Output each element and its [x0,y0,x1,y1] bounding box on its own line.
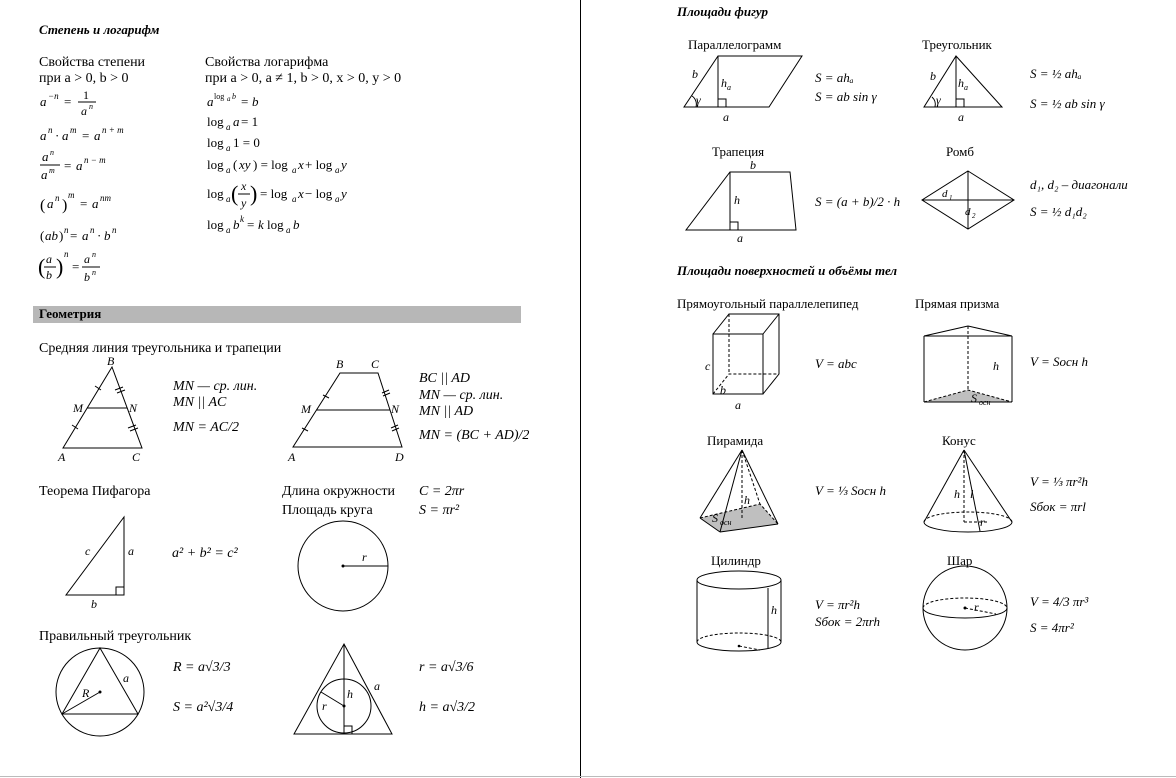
svg-text:D: D [395,450,404,464]
svg-text:m: m [49,166,55,175]
svg-text:log: log [207,135,224,150]
svg-text:c: c [85,544,91,558]
svg-text:b: b [692,67,698,81]
rhombus-figure [918,168,1018,228]
cone-title: Конус [942,433,976,448]
pyramid-figure [696,448,786,538]
svg-text:b: b [750,158,756,172]
svg-text:M: M [73,401,83,415]
svg-text:A: A [58,450,66,464]
geometry-title: Геометрия [39,306,102,321]
svg-text:log: log [207,157,224,172]
svg-text:− log: − log [305,186,333,201]
svg-text:c: c [705,359,711,373]
svg-text:a: a [42,149,49,164]
prism-figure [918,314,1018,409]
svg-text:k: k [258,217,264,232]
svg-text:осн: осн [979,398,991,407]
circle-area-label: Площадь круга [282,503,373,518]
svg-text:a: a [226,194,231,204]
regular-triangle-S: S = a²√3/4 [173,700,234,715]
svg-text:a: a [226,122,231,132]
svg-text:h: h [744,493,750,507]
svg-text:n: n [92,268,96,277]
prism-title: Прямая призма [915,296,1000,311]
svg-text:a: a [94,128,101,143]
svg-text:h: h [954,487,960,501]
svg-text:n: n [55,193,60,203]
circle-area-formula: S = πr² [419,503,460,518]
svg-text:a: a [47,196,54,211]
rhombus-f1: d₁, d₂ – диагонали [1030,177,1128,192]
trapezoid-f1: S = (a + b)/2 · h [815,194,901,209]
svg-text:C: C [371,357,380,371]
svg-text:γ: γ [696,93,701,107]
cylinder-f1: V = πr²h [815,597,860,612]
svg-text:a: a [335,194,340,204]
midline-title: Средняя линия треугольника и трапеции [39,341,282,356]
cone-f2: Sбок = πrl [1030,499,1086,514]
svg-text:+ log: + log [305,157,333,172]
svg-text:a: a [123,671,129,685]
svg-text:xy: xy [239,157,251,172]
svg-text:d: d [965,206,971,218]
svg-text:y: y [341,157,347,172]
rhombus-title: Ромб [946,144,974,159]
svg-text:x: x [298,186,304,201]
svg-text:b: b [233,217,240,232]
svg-text:a: a [207,94,214,109]
svg-text:= log: = log [260,186,288,201]
svg-text:a: a [92,196,99,211]
log-props-title: Свойства логарифма [205,55,329,70]
midline-trap-f1: BC || AD [419,371,470,386]
svg-text:h: h [958,76,964,90]
inscribed-circle-figure [288,640,398,740]
svg-text:γ: γ [936,93,941,107]
circumscribed-circle-figure [55,645,155,740]
svg-text:nm: nm [100,193,111,203]
svg-text:a: a [128,544,134,558]
svg-text:log: log [207,186,224,201]
svg-text:a: a [226,143,231,153]
svg-text:·: · [97,228,102,243]
svg-text:l: l [970,487,974,501]
svg-text:n: n [64,249,69,259]
svg-text:a: a [964,83,968,92]
svg-text:h: h [993,359,999,373]
svg-text:k: k [240,214,244,224]
midline-trap-f4: MN = (BC + AD)/2 [419,428,530,443]
svg-text:N: N [129,401,138,415]
svg-text:r: r [974,600,979,614]
svg-text:a: a [727,83,731,92]
svg-text:m: m [70,125,77,135]
svg-text:a: a [735,398,741,412]
svg-text:a: a [82,228,89,243]
circle-length-formula: C = 2πr [419,484,465,499]
svg-text:b: b [293,217,300,232]
svg-text:r: r [322,699,327,713]
svg-text:r: r [980,515,985,529]
svg-text:B: B [107,354,115,368]
svg-text:b: b [720,383,726,397]
svg-text:n: n [90,225,95,235]
triangle-f2: S = ½ ab sin γ [1030,96,1105,111]
areas-title: Площади фигур [677,4,768,19]
svg-text:=: = [247,217,255,232]
svg-text:b: b [104,228,111,243]
svg-text:b: b [232,92,236,101]
midline-tri-f1: MN — ср. лин. [173,379,258,394]
midline-triangle-figure [55,355,165,465]
svg-text:): ) [62,197,68,214]
midline-trap-f2: MN — ср. лин. [419,388,504,403]
prism-f1: V = Sосн h [1030,354,1088,369]
svg-text:1: 1 [83,88,89,102]
svg-text:M: M [301,402,311,416]
power-formulas [38,88,188,288]
svg-text:n: n [64,225,69,235]
power-props-title: Свойства степени [39,55,146,70]
pythagoras-formula: a² + b² = c² [172,546,238,561]
svg-text:осн: осн [720,518,732,527]
svg-text:a: a [233,114,240,129]
svg-text:a: a [374,679,380,693]
svg-text:b: b [252,94,259,109]
log-formulas [205,88,405,238]
svg-text:=: = [64,94,72,109]
triangle-title: Треугольник [922,37,992,52]
svg-text:−n: −n [48,91,59,101]
parallelogram-figure [680,54,810,124]
svg-text:(: ( [233,157,238,172]
parallelogram-f1: S = ahₐ [815,70,854,85]
svg-text:(: ( [40,197,46,214]
svg-text:R: R [82,686,90,700]
svg-text:): ) [56,254,64,279]
regular-triangle-R: R = a√3/3 [173,660,231,675]
cylinder-f2: Sбок = 2πrh [815,614,881,629]
svg-text:n + m: n + m [102,125,124,135]
svg-text:S: S [712,511,718,525]
triangle-figure [920,54,1020,124]
svg-text:a: a [292,194,297,204]
page-bottom-line [0,776,1176,777]
svg-text:a: a [737,231,743,245]
svg-text:1 = 0: 1 = 0 [233,135,260,150]
svg-text:b: b [930,69,936,83]
svg-text:x: x [241,179,247,193]
svg-text:h: h [771,603,777,617]
svg-text:): ) [59,228,64,243]
svg-text:N: N [391,402,400,416]
svg-text:h: h [734,193,740,207]
svg-text:r: r [362,550,367,564]
geometry-section-bar [33,306,521,323]
midline-trap-f3: MN || AD [419,404,474,419]
sphere-f1: V = 4/3 πr³ [1030,594,1089,609]
svg-text:a: a [723,110,729,124]
pyramid-f1: V = ⅓ Sосн h [815,483,886,498]
svg-text:a: a [81,104,87,118]
cone-f1: V = ⅓ πr²h [1030,474,1088,489]
rhombus-f2: S = ½ d₁d₂ [1030,204,1087,219]
svg-text:y: y [241,196,247,210]
svg-text:A: A [288,450,296,464]
svg-text:S: S [971,391,977,405]
pyramid-title: Пирамида [707,433,764,448]
circle-figure [296,520,396,620]
pythagoras-title: Теорема Пифагора [39,484,151,499]
solids-title: Площади поверхностей и объёмы тел [677,263,898,278]
cylinder-title: Цилиндр [711,553,761,568]
svg-text:x: x [298,157,304,172]
regular-triangle-r: r = a√3/6 [419,660,474,675]
svg-text:h: h [347,687,353,701]
svg-text:n: n [50,148,54,157]
power-log-title: Степень и логарифм [39,22,160,37]
svg-text:a: a [46,252,52,266]
svg-text:=: = [64,158,72,173]
regular-triangle-title: Правильный треугольник [39,629,192,644]
svg-text:b: b [84,270,90,284]
svg-text:B: B [336,357,344,371]
svg-text:n: n [48,125,53,135]
page-divider [580,0,581,778]
svg-text:log: log [267,217,284,232]
circle-length-label: Длина окружности [282,484,396,499]
svg-text:): ) [250,181,258,206]
svg-text:2: 2 [972,212,976,220]
svg-text:y: y [341,186,347,201]
svg-text:a: a [40,94,47,109]
trapezoid-title: Трапеция [712,144,765,159]
sphere-figure [918,568,1018,653]
svg-text:a: a [286,225,291,235]
triangle-f1: S = ½ ahₐ [1030,66,1082,81]
svg-text:ab: ab [45,228,58,243]
box-figure [702,310,782,410]
cone-figure [918,448,1018,538]
box-title: Прямоугольный параллелепипед [677,296,859,311]
svg-text:n: n [92,250,96,259]
svg-text:a: a [40,128,47,143]
svg-text:=: = [241,94,249,109]
svg-text:(: ( [231,181,239,206]
svg-text:b: b [91,597,97,611]
svg-text:a: a [62,128,69,143]
svg-text:=: = [82,128,90,143]
midline-trapezoid-figure [285,355,415,465]
svg-text:a: a [226,165,231,175]
svg-text:C: C [132,450,141,464]
sphere-title: Шар [947,553,973,568]
power-props-condition: при a > 0, b > 0 [39,71,129,86]
box-f1: V = abc [815,356,857,371]
svg-text:log: log [207,114,224,129]
svg-text:n: n [89,102,93,111]
svg-text:d: d [942,188,948,200]
sphere-f2: S = 4πr² [1030,620,1074,635]
svg-text:m: m [68,190,75,200]
svg-text:=: = [80,196,88,211]
svg-text:a: a [292,165,297,175]
regular-triangle-h: h = a√3/2 [419,700,476,715]
svg-text:1: 1 [949,194,953,202]
svg-text:) = log: ) = log [253,157,288,172]
svg-text:=: = [70,228,78,243]
svg-text:log: log [214,92,225,101]
svg-text:(: ( [40,228,45,243]
parallelogram-f2: S = ab sin γ [815,89,877,104]
svg-text:h: h [721,76,727,90]
log-props-condition: при a > 0, a ≠ 1, b > 0, x > 0, y > 0 [205,71,402,86]
svg-text:n − m: n − m [84,155,106,165]
pythagoras-figure [60,512,150,612]
svg-text:a: a [958,110,964,124]
svg-text:a: a [227,95,231,103]
svg-text:log: log [207,217,224,232]
svg-text:a: a [226,225,231,235]
svg-text:(: ( [38,254,46,279]
svg-text:a: a [335,165,340,175]
cylinder-figure [694,568,786,658]
svg-text:·: · [55,128,60,143]
parallelogram-title: Параллелограмм [688,37,782,52]
svg-text:a: a [84,252,90,266]
svg-text:=: = [72,259,80,274]
svg-text:n: n [112,225,117,235]
svg-text:b: b [46,268,52,282]
svg-text:a: a [41,167,48,182]
midline-tri-f3: MN = AC/2 [173,420,239,435]
svg-text:a: a [76,158,83,173]
svg-text:= 1: = 1 [241,114,259,129]
trapezoid-figure [682,160,802,245]
midline-tri-f2: MN || AC [173,395,227,410]
